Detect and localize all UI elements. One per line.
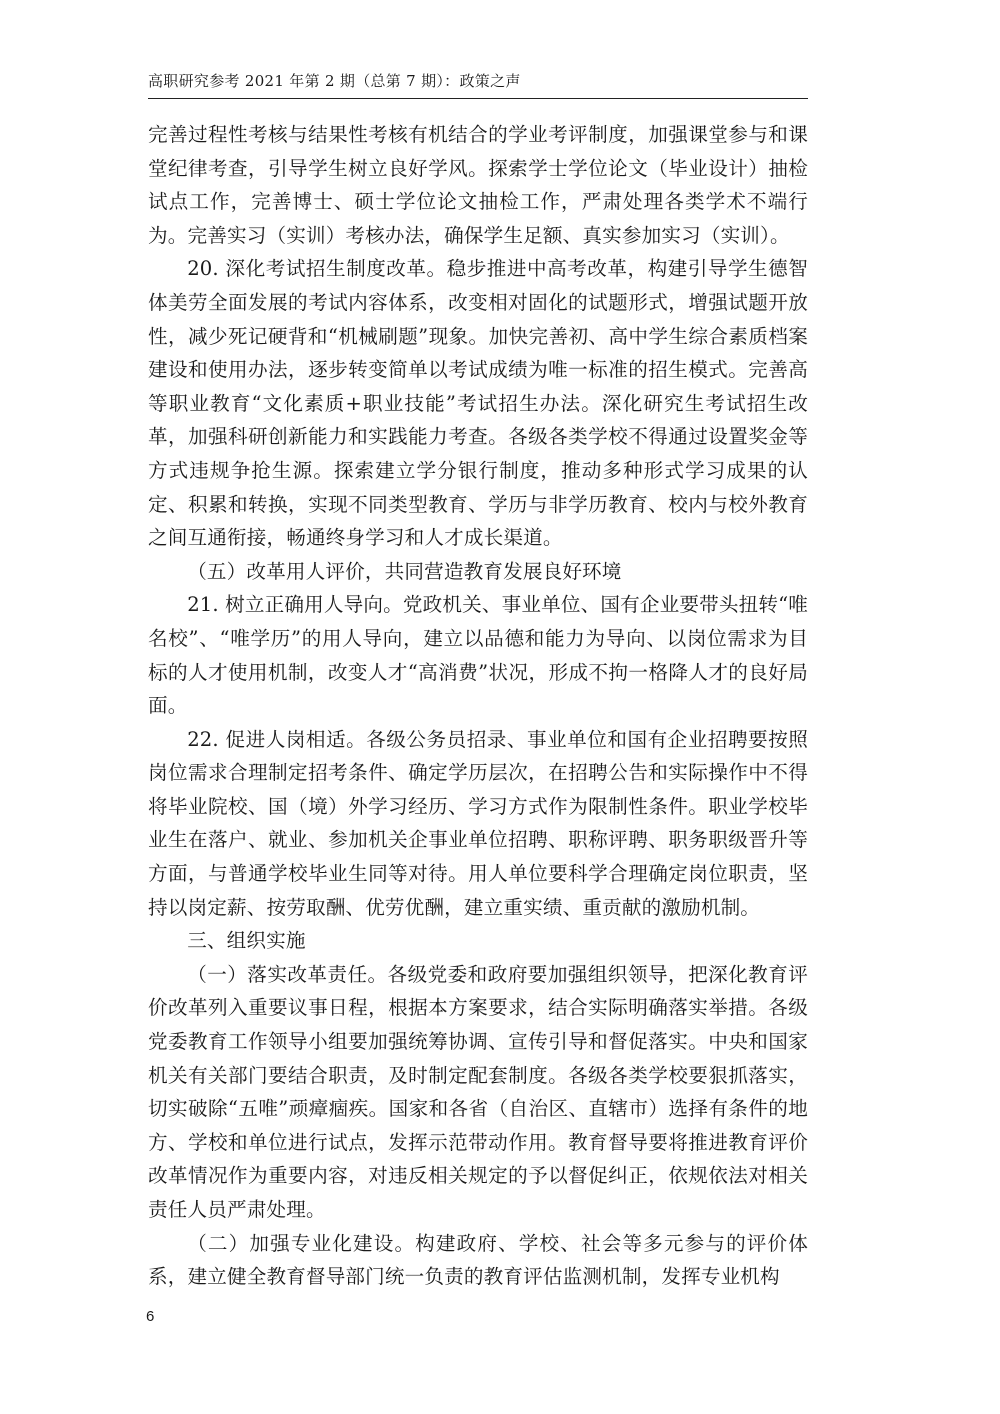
section-heading-5: （五）改革用人评价，共同营造教育发展良好环境	[187, 559, 622, 583]
paragraph-implementation-2: （二）加强专业化建设。构建政府、学校、社会等多元参与的评价体系，建立健全教育督导部门统一负责的教育评估监测机制，发挥专业机构	[148, 1231, 808, 1289]
paragraph-item-22: 22. 促进人岗相适。各级公务员招录、事业单位和国有企业招聘要按照岗位需求合理制定招考条件、确定学历层次，在招聘公告和实际操作中不得将毕业院校、国（境）外学习经历、学习方式作为限制性条件。职业学校毕业生在落户、就业、参加机关企事业单位招聘、职称评聘、职务职级晋升等方面，与普通学校毕业生同等对待。用人单位要科学合理确定岗位职责，坚持以岗定薪、按劳取酬、优劳优酬，建立重实绩、重贡献的激励机制。	[148, 727, 808, 919]
paragraph-continued-assessment: 完善过程性考核与结果性考核有机结合的学业考评制度，加强课堂参与和课堂纪律考查，引导学生树立良好学风。探索学士学位论文（毕业设计）抽检试点工作，完善博士、硕士学位论文抽检工作，严肃处理各类学术不端行为。完善实习（实训）考核办法，确保学生足额、真实参加实习（实训）。	[148, 123, 808, 247]
paragraph-item-21: 21. 树立正确用人导向。党政机关、事业单位、国有企业要带头扭转“唯名校”、“唯学历”的用人导向，建立以品德和能力为导向、以岗位需求为目标的人才使用机制，改变人才“高消费”状况，形成不拘一格降人才的良好局面。	[148, 593, 808, 718]
body-text	[148, 118, 808, 1294]
page-number: 6	[146, 1308, 155, 1325]
section-heading-3: 三、组织实施	[187, 929, 306, 953]
running-header	[148, 68, 808, 99]
paragraph-item-20: 20. 深化考试招生制度改革。稳步推进中高考改革，构建引导学生德智体美劳全面发展的考试内容体系，改变相对固化的试题形式，增强试题开放性，减少死记硬背和“机械刷题”现象。加快完善初、高中学生综合素质档案建设和使用办法，逐步转变简单以考试成绩为唯一标准的招生模式。完善高等职业教育“文化素质+职业技能”考试招生办法。深化研究生考试招生改革，加强科研创新能力和实践能力考查。各级各类学校不得通过设置奖金等方式违规争抢生源。探索建立学分银行制度，推动多种形式学习成果的认定、积累和转换，实现不同类型教育、学历与非学历教育、校内与校外教育之间互通衔接，畅通终身学习和人才成长渠道。	[148, 257, 808, 550]
running-header-title: 高职研究参考 2021 年第 2 期（总第 7 期）：政策之声	[148, 72, 521, 90]
paragraph-implementation-1: （一）落实改革责任。各级党委和政府要加强组织领导，把深化教育评价改革列入重要议事日程，根据本方案要求，结合实际明确落实举措。各级党委教育工作领导小组要加强统筹协调、宣传引导和督促落实。中央和国家机关有关部门要结合职责，及时制定配套制度。各级各类学校要狠抓落实，切实破除“五唯”顽瘴痼疾。国家和各省（自治区、直辖市）选择有条件的地方、学校和单位进行试点，发挥示范带动作用。教育督导要将推进教育评价改革情况作为重要内容，对违反相关规定的予以督促纠正，依规依法对相关责任人员严肃处理。	[148, 962, 808, 1221]
